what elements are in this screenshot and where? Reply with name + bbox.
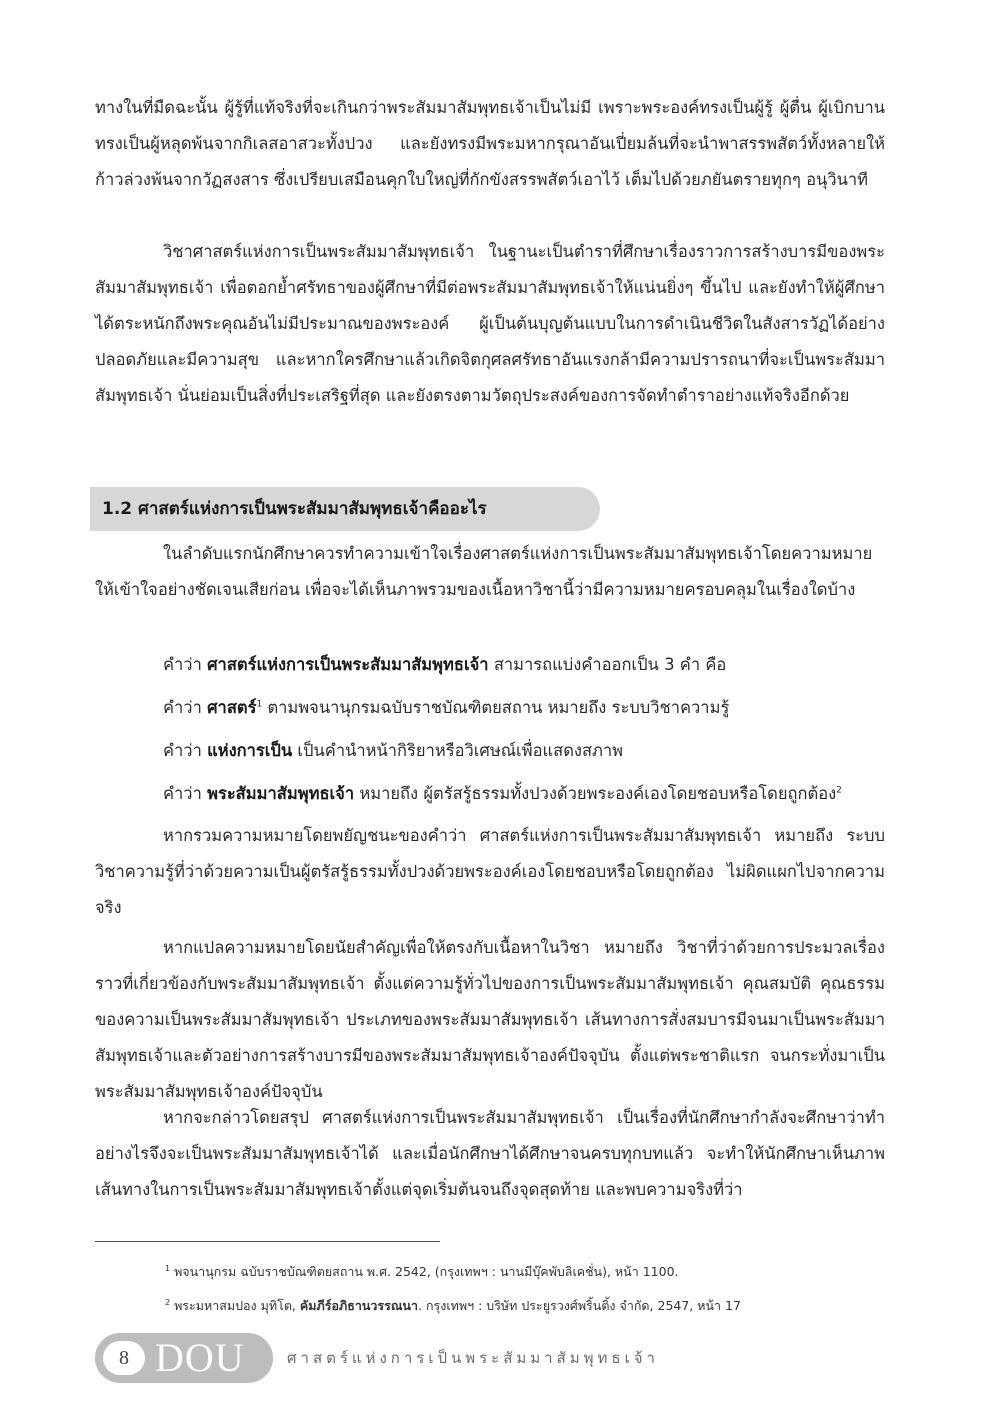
section-heading-box [90, 487, 600, 531]
definition-line: คำว่า ศาสตร์แห่งการเป็นพระสัมมาสัมพุทธเจ้า สามารถแบ่งคำออกเป็น 3 คำ คือ [163, 655, 727, 674]
footnote: $^1$ พจนานุกรม ฉบับราชบัณฑิตยสถาน พ.ศ. 2542, (กรุงเทพฯ : นานมีบุ๊คพับลิเคชั่น), หน้า 1100. [165, 1263, 679, 1279]
body-paragraph: หากจะกล่าวโดยสรุป ศาสตร์แห่งการเป็นพระสัมมาสัมพุทธเจ้า เป็นเรื่องที่นักศึกษากำลังจะศึกษาว่าทำอย่างไรจึงจะเป็นพระสัมมาสัมพุทธเจ้าได้ และเมื่อนักศึกษาได้ศึกษาจนครบทุกบทแล้ว จะทำให้นักศึกษาเห็นภาพเส้นทางในการเป็นพระสัมมาสัมพุทธเจ้าตั้งแต่จุดเริ่มต้นจนถึงจุดสุดท้าย และพบความจริงที่ว่า [95, 1108, 885, 1199]
definition-line: คำว่า แห่งการเป็น เป็นคำนำหน้ากิริยาหรือวิเศษณ์เพื่อแสดงสภาพ [163, 741, 624, 760]
footer-badge [95, 1333, 273, 1383]
body-paragraph: หากแปลความหมายโดยนัยสำคัญเพื่อให้ตรงกับเนื้อหาในวิชา หมายถึง วิชาที่ว่าด้วยการประมวลเรื่องราวที่เกี่ยวข้องกับพระสัมมาสัมพุทธเจ้า ตั้งแต่ความรู้ทั่วไปของการเป็นพระสัมมาสัมพุทธเจ้า คุณสมบัติ คุณธรรมของความเป็นพระสัมมาสัมพุทธเจ้า ประเภทของพระสัมมาสัมพุทธเจ้า เส้นทางการสั่งสมบารมีจนมาเป็นพระสัมมาสัมพุทธเจ้าและตัวอย่างการสร้างบารมีของพระสัมมาสัมพุทธเจ้าองค์ปัจจุบัน ตั้งแต่พระชาติแรก จนกระทั่งมาเป็นพระสัมมาสัมพุทธเจ้าองค์ปัจจุบัน [95, 938, 885, 1101]
body-paragraph: หากรวมความหมายโดยพยัญชนะของคำว่า ศาสตร์แห่งการเป็นพระสัมมาสัมพุทธเจ้า หมายถึง ระบบวิชาความรู้ที่ว่าด้วยความเป็นผู้ตรัสรู้ธรรมทั้งปวงด้วยพระองค์เองโดยชอบหรือโดยถูกต้อง ไม่ผิดแผกไปจากความจริง [95, 826, 885, 917]
brand-logo-text: DOU [155, 1335, 245, 1380]
footnote-ref: 2 [836, 785, 842, 796]
footnote-ref: 1 [256, 699, 263, 710]
section-title: 1.2 ศาสตร์แห่งการเป็นพระสัมมาสัมพุทธเจ้าคืออะไร [102, 499, 487, 519]
page-number: 8 [103, 1341, 145, 1375]
body-paragraph: ทางในที่มืดฉะนั้น ผู้รู้ที่แท้จริงที่จะเกินกว่าพระสัมมาสัมพุทธเจ้าเป็นไม่มี เพราะพระองค์ทรงเป็นผู้รู้ ผู้ตื่น ผู้เบิกบาน ทรงเป็นผู้หลุดพ้นจากกิเลสอาสวะทั้งปวง และยังทรงมีพระมหากรุณาอันเปี่ยมล้นที่จะนำพาสรรพสัตว์ทั้งหลายให้ก้าวล่วงพ้นจากวัฏสงสาร ซึ่งเปรียบเสมือนคุกใบใหญ่ที่กักขังสรรพสัตว์เอาไว้ เต็มไปด้วยภยันตรายทุกๆ อนุวินาที [95, 98, 885, 189]
running-title: ศาสตร์แห่งการเป็นพระสัมมาสัมพุทธเจ้า [287, 1349, 659, 1367]
footnote-divider [95, 1241, 440, 1242]
definition-line: คำว่า พระสัมมาสัมพุทธเจ้า หมายถึง ผู้ตรัสรู้ธรรมทั้งปวงด้วยพระองค์เองโดยชอบหรือโดยถูกต้อง$^2$ [163, 784, 842, 803]
body-paragraph: วิชาศาสตร์แห่งการเป็นพระสัมมาสัมพุทธเจ้า ในฐานะเป็นตำราที่ศึกษาเรื่องราวการสร้างบารมีของพระสัมมาสัมพุทธเจ้า เพื่อตอกย้ำศรัทธาของผู้ศึกษาที่มีต่อพระสัมมาสัมพุทธเจ้าให้แน่นยิ่งๆ ขึ้นไป และยังทำให้ผู้ศึกษาได้ตระหนักถึงพระคุณอันไม่มีประมาณของพระองค์ ผู้เป็นต้นบุญต้นแบบในการดำเนินชีวิตในสังสารวัฏได้อย่างปลอดภัยและมีความสุข และหากใครศึกษาแล้วเกิดจิตกุศลศรัทธาอันแรงกล้ามีความปรารถนาที่จะเป็นพระสัมมาสัมพุทธเจ้า นั่นย่อมเป็นสิ่งที่ประเสริฐที่สุด และยังตรงตามวัตถุประสงค์ของการจัดทำตำราอย่างแท้จริงอีกด้วย [95, 242, 885, 405]
body-paragraph: ในลำดับแรกนักศึกษาควรทำความเข้าใจเรื่องศาสตร์แห่งการเป็นพระสัมมาสัมพุทธเจ้าโดยความหมายให้เข้าใจอย่างชัดเจนเสียก่อน เพื่อจะได้เห็นภาพรวมของเนื้อหาวิชานี้ว่ามีความหมายครอบคลุมในเรื่องใดบ้าง [95, 544, 873, 599]
footnote: $^2$ พระมหาสมปอง มุทิโต, คัมภีร์อภิธานวรรณนา. กรุงเทพฯ : บริษัท ประยูรวงศ์พริ้นติ้ง จำกัด, 2547, หน้า 17 [165, 1297, 741, 1313]
definition-line: คำว่า ศาสตร์$^1$ ตามพจนานุกรมฉบับราชบัณฑิตยสถาน หมายถึง ระบบวิชาความรู้ [163, 698, 730, 717]
